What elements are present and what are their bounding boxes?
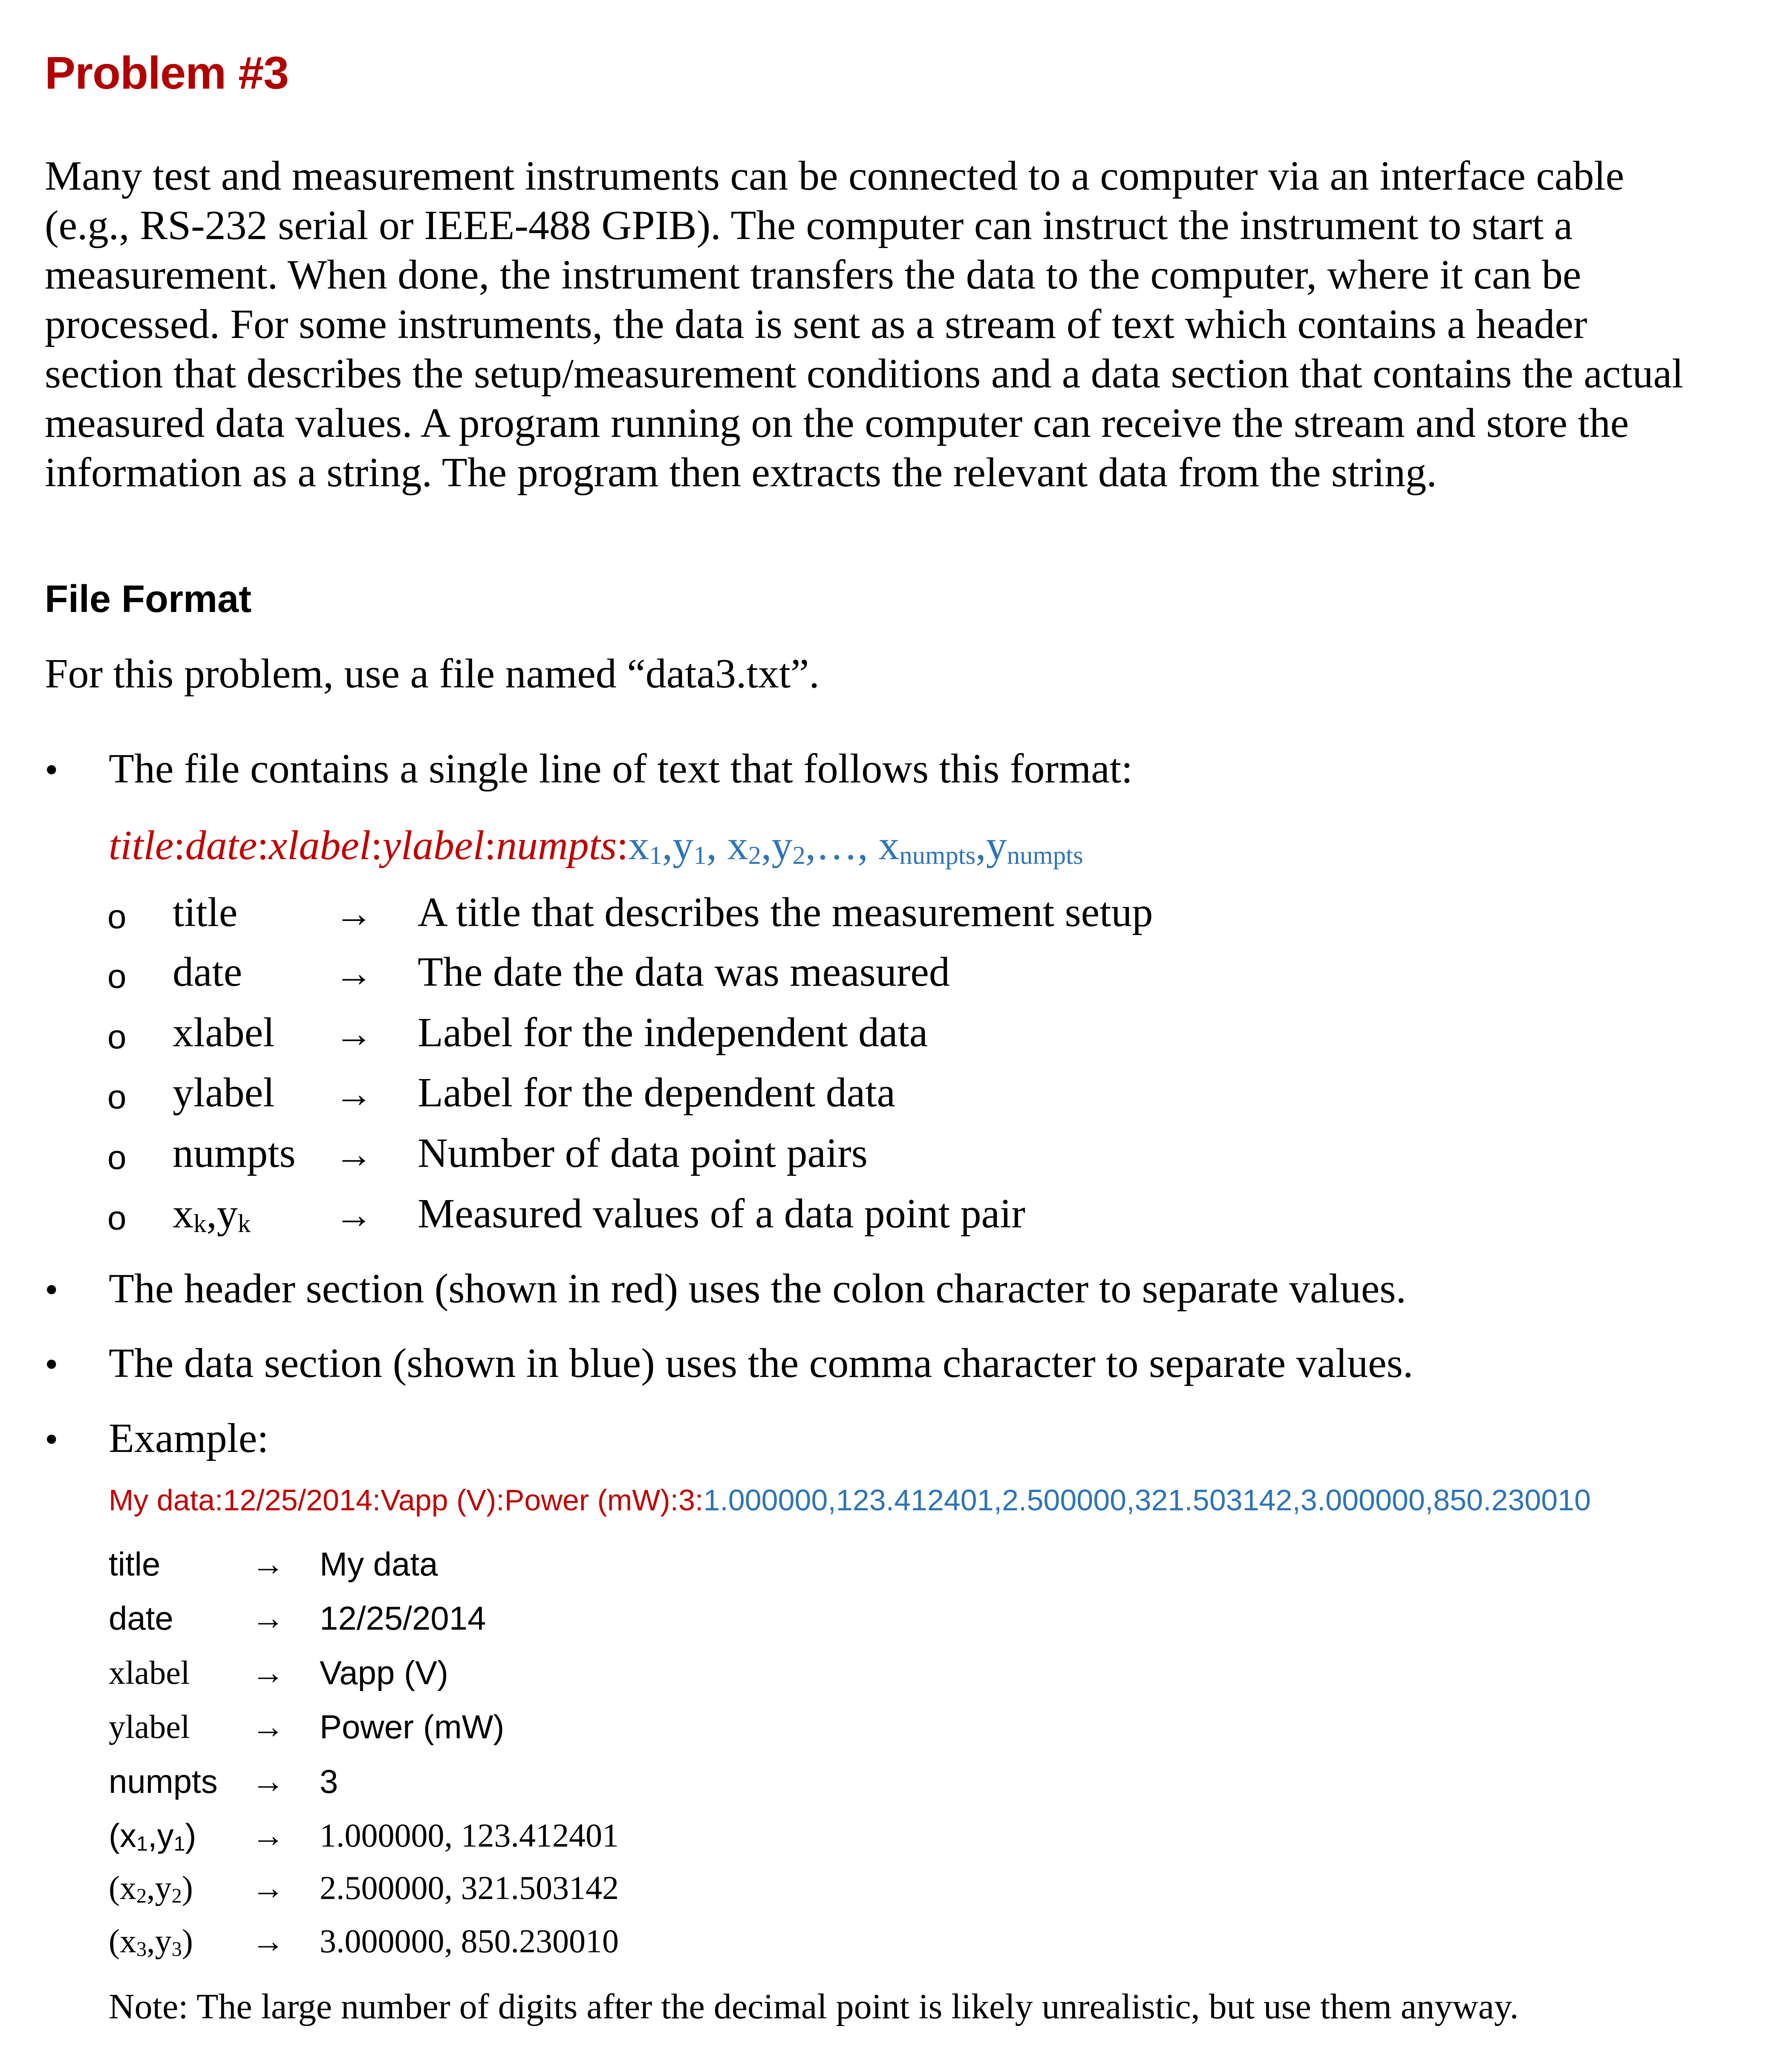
bullet-icon: • xyxy=(45,749,58,791)
arrow-icon: → xyxy=(251,1922,285,1960)
format-comma: , xyxy=(975,822,986,869)
paren: ) xyxy=(182,1922,193,1960)
xk-sub: k xyxy=(237,1209,251,1238)
def-desc: Label for the independent data xyxy=(418,1010,928,1056)
format-colon: : xyxy=(257,822,269,869)
format-y2: y xyxy=(771,822,793,869)
xk-sub: k xyxy=(193,1209,207,1238)
def-term: ylabel xyxy=(173,1070,275,1116)
paren: ( xyxy=(109,1817,120,1854)
format-numpts: numpts xyxy=(496,822,617,869)
example-pair-value: 1.000000, 123.412401 xyxy=(320,1817,619,1854)
file-format-intro: For this problem, use a file named “data3.txt”. xyxy=(45,651,820,697)
pair-sub: 1 xyxy=(136,1832,148,1856)
format-ylabel: ylabel xyxy=(382,822,485,869)
pair-comma: , xyxy=(147,1922,155,1960)
example-term: title xyxy=(109,1545,161,1583)
sub-bullet-icon: o xyxy=(107,957,127,995)
pair-sub: 1 xyxy=(173,1832,185,1856)
example-value: 12/25/2014 xyxy=(320,1599,486,1637)
def-desc: Number of data point pairs xyxy=(418,1130,868,1176)
note-text: Note: The large number of digits after the decimal point is likely unrealistic, but use them anyway. xyxy=(109,1987,1519,2026)
format-colon: : xyxy=(371,822,383,869)
arrow-icon: → xyxy=(335,1013,373,1055)
page-title: Problem #3 xyxy=(45,47,289,98)
example-string xyxy=(109,1483,1591,1517)
format-line xyxy=(109,822,1083,871)
format-title: title xyxy=(109,822,174,869)
def-desc: Measured values of a data point pair xyxy=(418,1191,1025,1237)
arrow-icon: → xyxy=(335,952,373,995)
sub-bullet-icon: o xyxy=(107,1199,127,1237)
format-comma: , xyxy=(662,822,673,869)
format-x1: x xyxy=(628,822,649,869)
format-sub: numpts xyxy=(899,841,976,870)
intro-line: measured data values. A program running on the computer can receive the stream and store the xyxy=(45,400,1629,446)
example-term: numpts xyxy=(109,1763,218,1800)
example-pair-term xyxy=(109,1869,193,1908)
format-x2: x xyxy=(727,822,748,869)
format-date: date xyxy=(185,822,257,869)
example-term: date xyxy=(109,1599,173,1637)
example-value: Power (mW) xyxy=(320,1708,505,1746)
format-sub: 1 xyxy=(693,841,707,870)
pair-y: y xyxy=(157,1817,174,1854)
example-value: My data xyxy=(320,1545,438,1583)
example-term: xlabel xyxy=(109,1654,190,1691)
arrow-icon: → xyxy=(251,1545,285,1582)
pair-sub: 2 xyxy=(136,1885,147,1908)
pair-x: x xyxy=(119,1817,136,1854)
intro-line: Many test and measurement instruments can be connected to a computer via an interface cable xyxy=(45,153,1625,199)
def-desc: Label for the dependent data xyxy=(418,1070,896,1116)
example-value: 3 xyxy=(320,1763,338,1800)
def-term: date xyxy=(173,949,242,995)
sub-bullet-icon: o xyxy=(107,1018,127,1056)
example-term: ylabel xyxy=(109,1708,190,1745)
bullet-icon: • xyxy=(45,1269,58,1311)
xk-y: y xyxy=(216,1191,238,1237)
bullet-icon: • xyxy=(45,1418,58,1460)
def-term-xk-yk xyxy=(173,1190,251,1239)
example-value: Vapp (V) xyxy=(320,1654,449,1691)
xk-x: x xyxy=(173,1191,193,1237)
intro-line: section that describes the setup/measurement conditions and a data section that contains the actual xyxy=(45,351,1684,397)
format-sub: 2 xyxy=(748,841,761,870)
arrow-icon: → xyxy=(335,1073,373,1115)
format-sub: 1 xyxy=(649,841,662,870)
arrow-icon: → xyxy=(251,1654,285,1691)
format-y1: y xyxy=(672,822,694,869)
arrow-icon: → xyxy=(335,1194,373,1236)
pair-y: y xyxy=(155,1922,172,1960)
arrow-icon: → xyxy=(335,893,373,935)
pair-x: x xyxy=(119,1869,136,1906)
pair-y: y xyxy=(155,1869,172,1906)
intro-line: information as a string. The program then extracts the relevant data from the string. xyxy=(45,450,1437,496)
def-term: title xyxy=(173,889,238,935)
pair-comma: , xyxy=(147,1869,155,1906)
format-colon: : xyxy=(484,822,496,869)
example-pair-term xyxy=(109,1816,196,1856)
arrow-icon: → xyxy=(251,1869,285,1906)
intro-line: (e.g., RS-232 serial or IEEE-488 GPIB). The computer can instruct the instrument to start a xyxy=(45,202,1573,248)
def-term: xlabel xyxy=(173,1010,275,1056)
format-colon: : xyxy=(173,822,185,869)
def-term: numpts xyxy=(173,1130,296,1176)
paren: ( xyxy=(109,1922,120,1960)
arrow-icon: → xyxy=(251,1599,285,1636)
bullet-format-intro: The file contains a single line of text that follows this format: xyxy=(109,746,1133,792)
xk-comma: , xyxy=(206,1191,217,1237)
def-desc: A title that describes the measurement setup xyxy=(418,889,1153,935)
section-heading-file-format: File Format xyxy=(45,578,252,620)
pair-sub: 2 xyxy=(171,1885,182,1908)
pair-sub: 3 xyxy=(136,1938,147,1961)
arrow-icon: → xyxy=(251,1708,285,1745)
pair-comma: , xyxy=(147,1817,157,1854)
format-data-section xyxy=(628,822,1083,869)
arrow-icon: → xyxy=(251,1817,285,1854)
bullet-example: Example: xyxy=(109,1415,269,1461)
intro-paragraph xyxy=(45,151,1758,497)
format-colon: : xyxy=(617,822,629,869)
format-comma: , xyxy=(761,822,772,869)
example-pair-value: 2.500000, 321.503142 xyxy=(320,1869,619,1906)
intro-line: processed. For some instruments, the data is sent as a stream of text which contains a header xyxy=(45,301,1587,347)
intro-line: measurement. When done, the instrument transfers the data to the computer, where it can be xyxy=(45,252,1581,298)
example-pair-value: 3.000000, 850.230010 xyxy=(320,1922,619,1960)
pair-x: x xyxy=(119,1922,136,1960)
format-xlabel: xlabel xyxy=(268,822,371,869)
bullet-data-section: The data section (shown in blue) uses the comma character to separate values. xyxy=(109,1340,1414,1386)
arrow-icon: → xyxy=(335,1134,373,1176)
pair-sub: 3 xyxy=(171,1938,182,1961)
paren: ) xyxy=(185,1817,196,1854)
format-sub: numpts xyxy=(1007,841,1083,870)
paren: ( xyxy=(109,1869,120,1906)
example-header: My data:12/25/2014:Vapp (V):Power (mW):3: xyxy=(109,1483,704,1517)
format-sub: 2 xyxy=(792,841,805,870)
format-ellipsis: ,…, xyxy=(805,822,879,869)
format-sep: , xyxy=(706,822,727,869)
format-yn: y xyxy=(986,822,1007,869)
paren: ) xyxy=(182,1869,193,1906)
def-desc: The date the data was measured xyxy=(418,949,950,995)
example-data: 1.000000,123.412401,2.500000,321.503142,3.000000,850.230010 xyxy=(703,1483,1591,1517)
sub-bullet-icon: o xyxy=(107,1138,127,1176)
sub-bullet-icon: o xyxy=(107,1078,127,1116)
format-xn: x xyxy=(878,822,900,869)
bullet-header-section: The header section (shown in red) uses the colon character to separate values. xyxy=(109,1266,1406,1312)
bullet-icon: • xyxy=(45,1343,58,1385)
arrow-icon: → xyxy=(251,1763,285,1800)
sub-bullet-icon: o xyxy=(107,898,127,935)
example-pair-term xyxy=(109,1922,193,1961)
